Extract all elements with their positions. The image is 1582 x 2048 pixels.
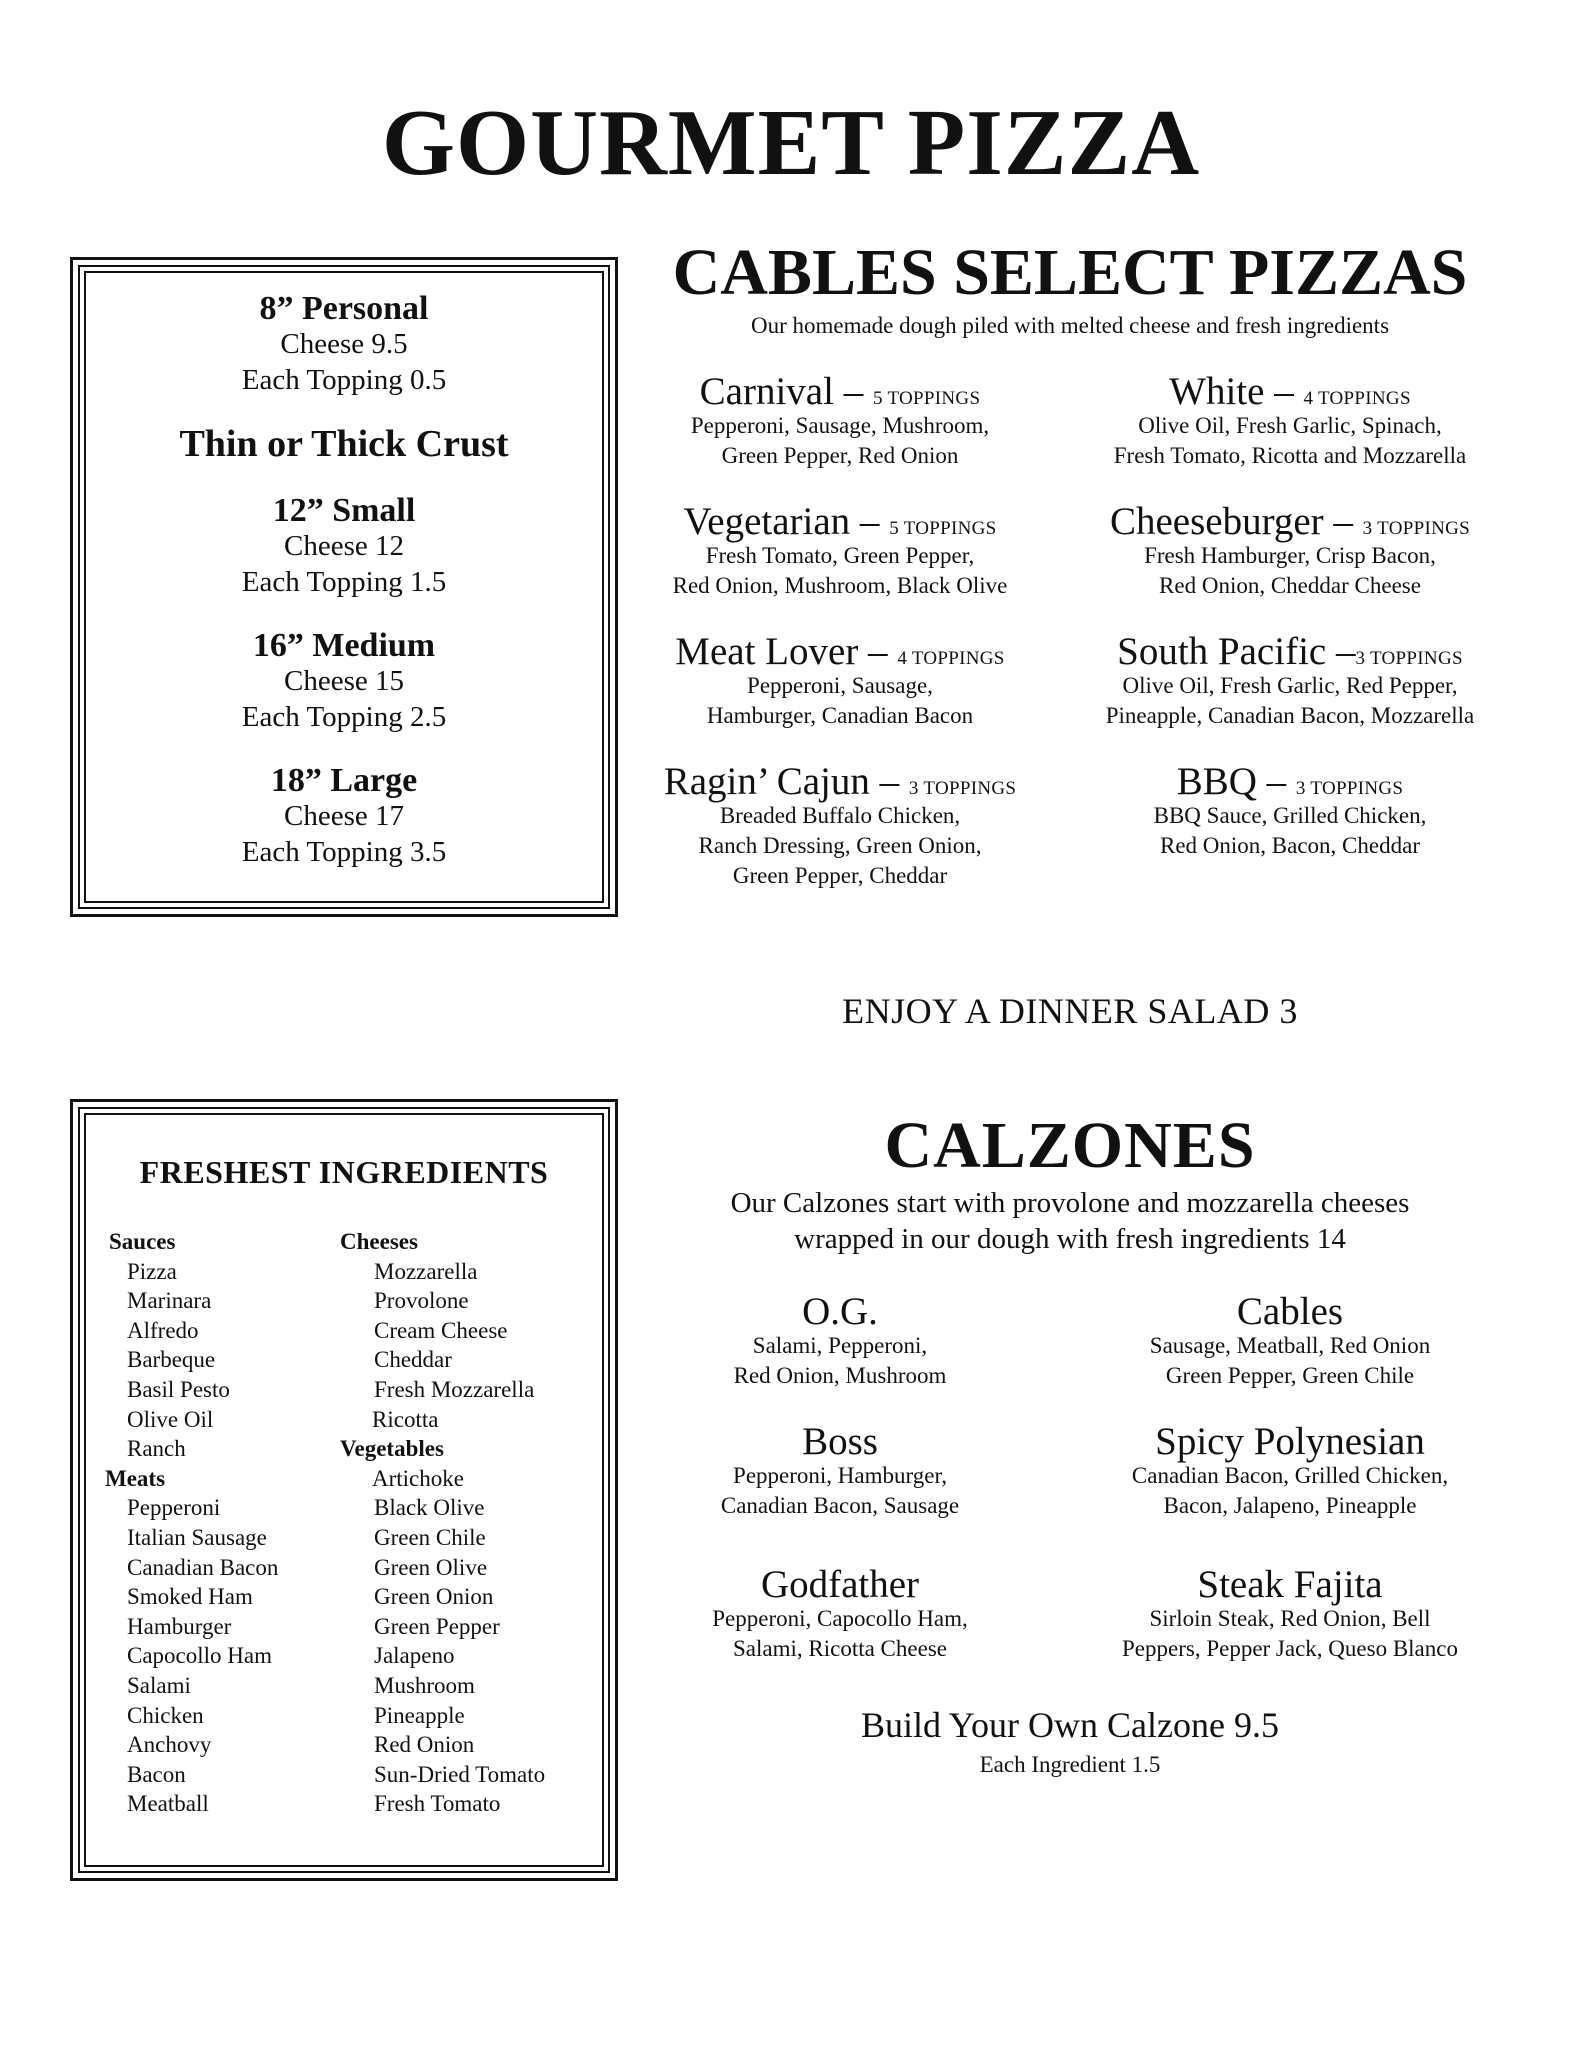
calzone-ingredients-line: Pepperoni, Hamburger,: [733, 1463, 947, 1488]
ingredient-item: Black Olive: [374, 1495, 485, 1521]
pizza-ingredients-line: Pineapple, Canadian Bacon, Mozzarella: [1105, 703, 1475, 728]
ingredient-item: Basil Pesto: [127, 1376, 230, 1402]
calzone-ingredients-line: Sausage, Meatball, Red Onion: [1149, 1333, 1431, 1358]
size-large-topping: Each Topping 3.5: [241, 836, 447, 868]
pizza-ingredients-line: Breaded Buffalo Chicken,: [719, 803, 961, 828]
pizza-cheeseburger: [1080, 502, 1500, 601]
ingredient-item: Mozzarella: [374, 1258, 478, 1284]
calzone-name: Steak Fajita: [1197, 1563, 1383, 1606]
pizza-south-pacific: [1080, 632, 1500, 731]
pizza-name: Meat Lover –: [675, 630, 898, 673]
ingredient-item: Ricotta: [372, 1406, 439, 1432]
build-your-own-ingredient-price: Each Ingredient 1.5: [979, 1752, 1161, 1777]
pizza-topping-count: 4 TOPPINGS: [1303, 388, 1411, 409]
calzone-name: O.G.: [802, 1290, 878, 1333]
pizza-meat-lover: [630, 632, 1050, 731]
pizza-ingredients-line: Green Pepper, Red Onion: [721, 443, 959, 468]
ingredient-item: Mushroom: [374, 1672, 475, 1698]
calzone-ingredients-line: Canadian Bacon, Grilled Chicken,: [1131, 1463, 1449, 1488]
ingredient-item: Cream Cheese: [374, 1317, 508, 1343]
ingredient-item: Green Pepper: [374, 1613, 500, 1639]
ingredient-item: Provolone: [374, 1288, 469, 1314]
calzone-ingredients-line: Pepperoni, Capocollo Ham,: [712, 1606, 968, 1631]
ingredient-item: Green Onion: [374, 1584, 494, 1610]
pizza-name: Vegetarian –: [683, 500, 890, 543]
pizza-ingredients-line: Red Onion, Cheddar Cheese: [1159, 573, 1421, 598]
select-pizzas-title: CABLES SELECT PIZZAS: [672, 236, 1468, 309]
vegetables-heading: Vegetables: [340, 1436, 444, 1462]
pizza-ingredients-line: Red Onion, Bacon, Cheddar: [1160, 833, 1420, 858]
pizza-name: White –: [1169, 370, 1304, 413]
calzone-ingredients-line: Salami, Ricotta Cheese: [733, 1636, 947, 1661]
pizza-white: [1080, 372, 1500, 471]
ingredient-item: Chicken: [127, 1702, 204, 1728]
pizza-topping-count: 4 TOPPINGS: [897, 648, 1005, 669]
calzones-description-line: Our Calzones start with provolone and mozzarella cheeses: [730, 1187, 1410, 1219]
size-medium-cheese: Cheese 15: [284, 665, 404, 697]
ingredient-item: Barbeque: [127, 1347, 216, 1373]
calzone-name: Godfather: [760, 1563, 920, 1606]
pizza-name: Carnival –: [699, 370, 873, 413]
pizza-name: South Pacific –: [1117, 630, 1356, 673]
ingredient-item: Capocollo Ham: [127, 1643, 272, 1669]
ingredient-item: Pizza: [127, 1258, 177, 1284]
calzone-godfather: [630, 1565, 1050, 1664]
ingredient-item: Olive Oil: [127, 1406, 214, 1432]
ingredient-item: Canadian Bacon: [127, 1554, 279, 1580]
pizza-ingredients-line: Pepperoni, Sausage,: [747, 673, 933, 698]
size-personal-cheese: Cheese 9.5: [280, 328, 408, 360]
pizza-carnival: [630, 372, 1050, 471]
size-large-cheese: Cheese 17: [284, 800, 404, 832]
calzone-ingredients-line: Bacon, Jalapeno, Pineapple: [1163, 1493, 1417, 1518]
pizza-ragin-cajun: [630, 762, 1050, 891]
calzone-ingredients-line: Green Pepper, Green Chile: [1165, 1363, 1415, 1388]
pizza-ingredients-line: Fresh Tomato, Ricotta and Mozzarella: [1113, 443, 1467, 468]
pizza-name: BBQ –: [1176, 760, 1296, 803]
pizza-ingredients-line: Red Onion, Mushroom, Black Olive: [672, 573, 1008, 598]
cheeses-heading: Cheeses: [340, 1229, 418, 1254]
ingredient-item: Italian Sausage: [127, 1524, 267, 1550]
pizza-ingredients-line: BBQ Sauce, Grilled Chicken,: [1153, 803, 1427, 828]
crust-option: Thin or Thick Crust: [179, 423, 509, 465]
pizza-ingredients-line: Hamburger, Canadian Bacon: [706, 703, 974, 728]
ingredient-item: Salami: [127, 1672, 191, 1698]
ingredient-item: Green Olive: [374, 1554, 488, 1580]
calzone-ingredients-line: Canadian Bacon, Sausage: [720, 1493, 960, 1518]
pizza-ingredients-line: Fresh Tomato, Green Pepper,: [705, 543, 975, 568]
ingredient-item: Pepperoni: [127, 1495, 221, 1521]
ingredient-item: Artichoke: [372, 1465, 464, 1491]
calzone-boss: [630, 1422, 1050, 1521]
calzone-og: [630, 1292, 1050, 1391]
ingredient-item: Cheddar: [374, 1347, 452, 1373]
pizza-topping-count: 3 TOPPINGS: [908, 778, 1017, 799]
pizza-bbq: [1080, 762, 1500, 861]
ingredient-item: Pineapple: [374, 1702, 465, 1728]
size-medium-topping: Each Topping 2.5: [241, 701, 447, 733]
size-large-heading: 18” Large: [270, 762, 418, 799]
ingredients-box: [70, 1099, 618, 1881]
pizza-topping-count: 3 TOPPINGS: [1355, 648, 1463, 669]
page-title: GOURMET PIZZA: [381, 91, 1201, 195]
pizza-topping-count: 3 TOPPINGS: [1362, 518, 1471, 539]
calzones-title: CALZONES: [884, 1109, 1256, 1182]
ingredient-item: Alfredo: [127, 1317, 199, 1343]
ingredient-item: Fresh Mozzarella: [374, 1376, 535, 1402]
calzone-name: Spicy Polynesian: [1155, 1420, 1425, 1463]
pizza-ingredients-line: Pepperoni, Sausage, Mushroom,: [690, 413, 990, 438]
pizza-ingredients-line: Ranch Dressing, Green Onion,: [698, 833, 982, 858]
size-small-topping: Each Topping 1.5: [241, 566, 447, 598]
ingredients-column-right: [340, 1227, 545, 1819]
ingredient-item: Bacon: [127, 1761, 186, 1787]
calzone-steak-fajita: [1080, 1565, 1500, 1664]
select-pizzas-subtitle: Our homemade dough piled with melted cheese and fresh ingredients: [750, 313, 1390, 338]
ingredient-item: Marinara: [127, 1288, 212, 1314]
size-medium-heading: 16” Medium: [252, 627, 436, 664]
calzone-ingredients-line: Red Onion, Mushroom: [733, 1363, 947, 1388]
pizza-topping-count: 5 TOPPINGS: [872, 388, 981, 409]
ingredient-item: Hamburger: [127, 1613, 232, 1639]
calzone-spicy-polynesian: [1080, 1422, 1500, 1521]
pizza-topping-count: 5 TOPPINGS: [889, 518, 997, 539]
build-your-own-calzone: Build Your Own Calzone 9.5: [860, 1705, 1279, 1745]
calzone-cables: [1080, 1292, 1500, 1391]
pizza-vegetarian: [630, 502, 1050, 601]
pizza-name: Ragin’ Cajun –: [663, 760, 909, 803]
calzone-name: Boss: [802, 1420, 878, 1463]
pizza-name: Cheeseburger –: [1109, 500, 1363, 543]
ingredients-title: FRESHEST INGREDIENTS: [139, 1154, 549, 1190]
sauces-heading: Sauces: [109, 1229, 176, 1254]
ingredient-item: Ranch: [127, 1436, 186, 1462]
size-small-heading: 12” Small: [272, 492, 416, 529]
calzone-ingredients-line: Sirloin Steak, Red Onion, Bell: [1149, 1606, 1431, 1631]
pizza-ingredients-line: Olive Oil, Fresh Garlic, Red Pepper,: [1122, 673, 1458, 698]
calzone-ingredients-line: Peppers, Pepper Jack, Queso Blanco: [1122, 1636, 1458, 1661]
size-small-cheese: Cheese 12: [284, 530, 404, 562]
calzones-description-line: wrapped in our dough with fresh ingredients 14: [794, 1223, 1346, 1255]
pizza-ingredients-line: Olive Oil, Fresh Garlic, Spinach,: [1138, 413, 1442, 438]
ingredient-item: Green Chile: [374, 1524, 486, 1550]
meats-heading: Meats: [105, 1465, 166, 1491]
ingredient-item: Smoked Ham: [127, 1584, 253, 1610]
calzone-name: Cables: [1236, 1290, 1344, 1333]
ingredient-item: Jalapeno: [374, 1643, 455, 1669]
ingredients-column-left: [105, 1227, 278, 1819]
pizza-size-box: [70, 257, 618, 917]
size-personal-heading: 8” Personal: [259, 290, 429, 327]
ingredient-item: Sun-Dried Tomato: [374, 1761, 546, 1787]
size-personal-topping: Each Topping 0.5: [241, 364, 447, 396]
ingredient-item: Anchovy: [127, 1732, 212, 1758]
ingredient-item: Red Onion: [374, 1732, 475, 1758]
calzone-ingredients-line: Salami, Pepperoni,: [752, 1333, 928, 1358]
ingredient-item: Meatball: [127, 1791, 209, 1817]
ingredient-item: Fresh Tomato: [374, 1791, 501, 1817]
pizza-ingredients-line: Green Pepper, Cheddar: [732, 863, 948, 888]
pizza-ingredients-line: Fresh Hamburger, Crisp Bacon,: [1144, 543, 1436, 568]
dinner-salad-offer: ENJOY A DINNER SALAD 3: [842, 991, 1298, 1031]
pizza-topping-count: 3 TOPPINGS: [1295, 778, 1404, 799]
